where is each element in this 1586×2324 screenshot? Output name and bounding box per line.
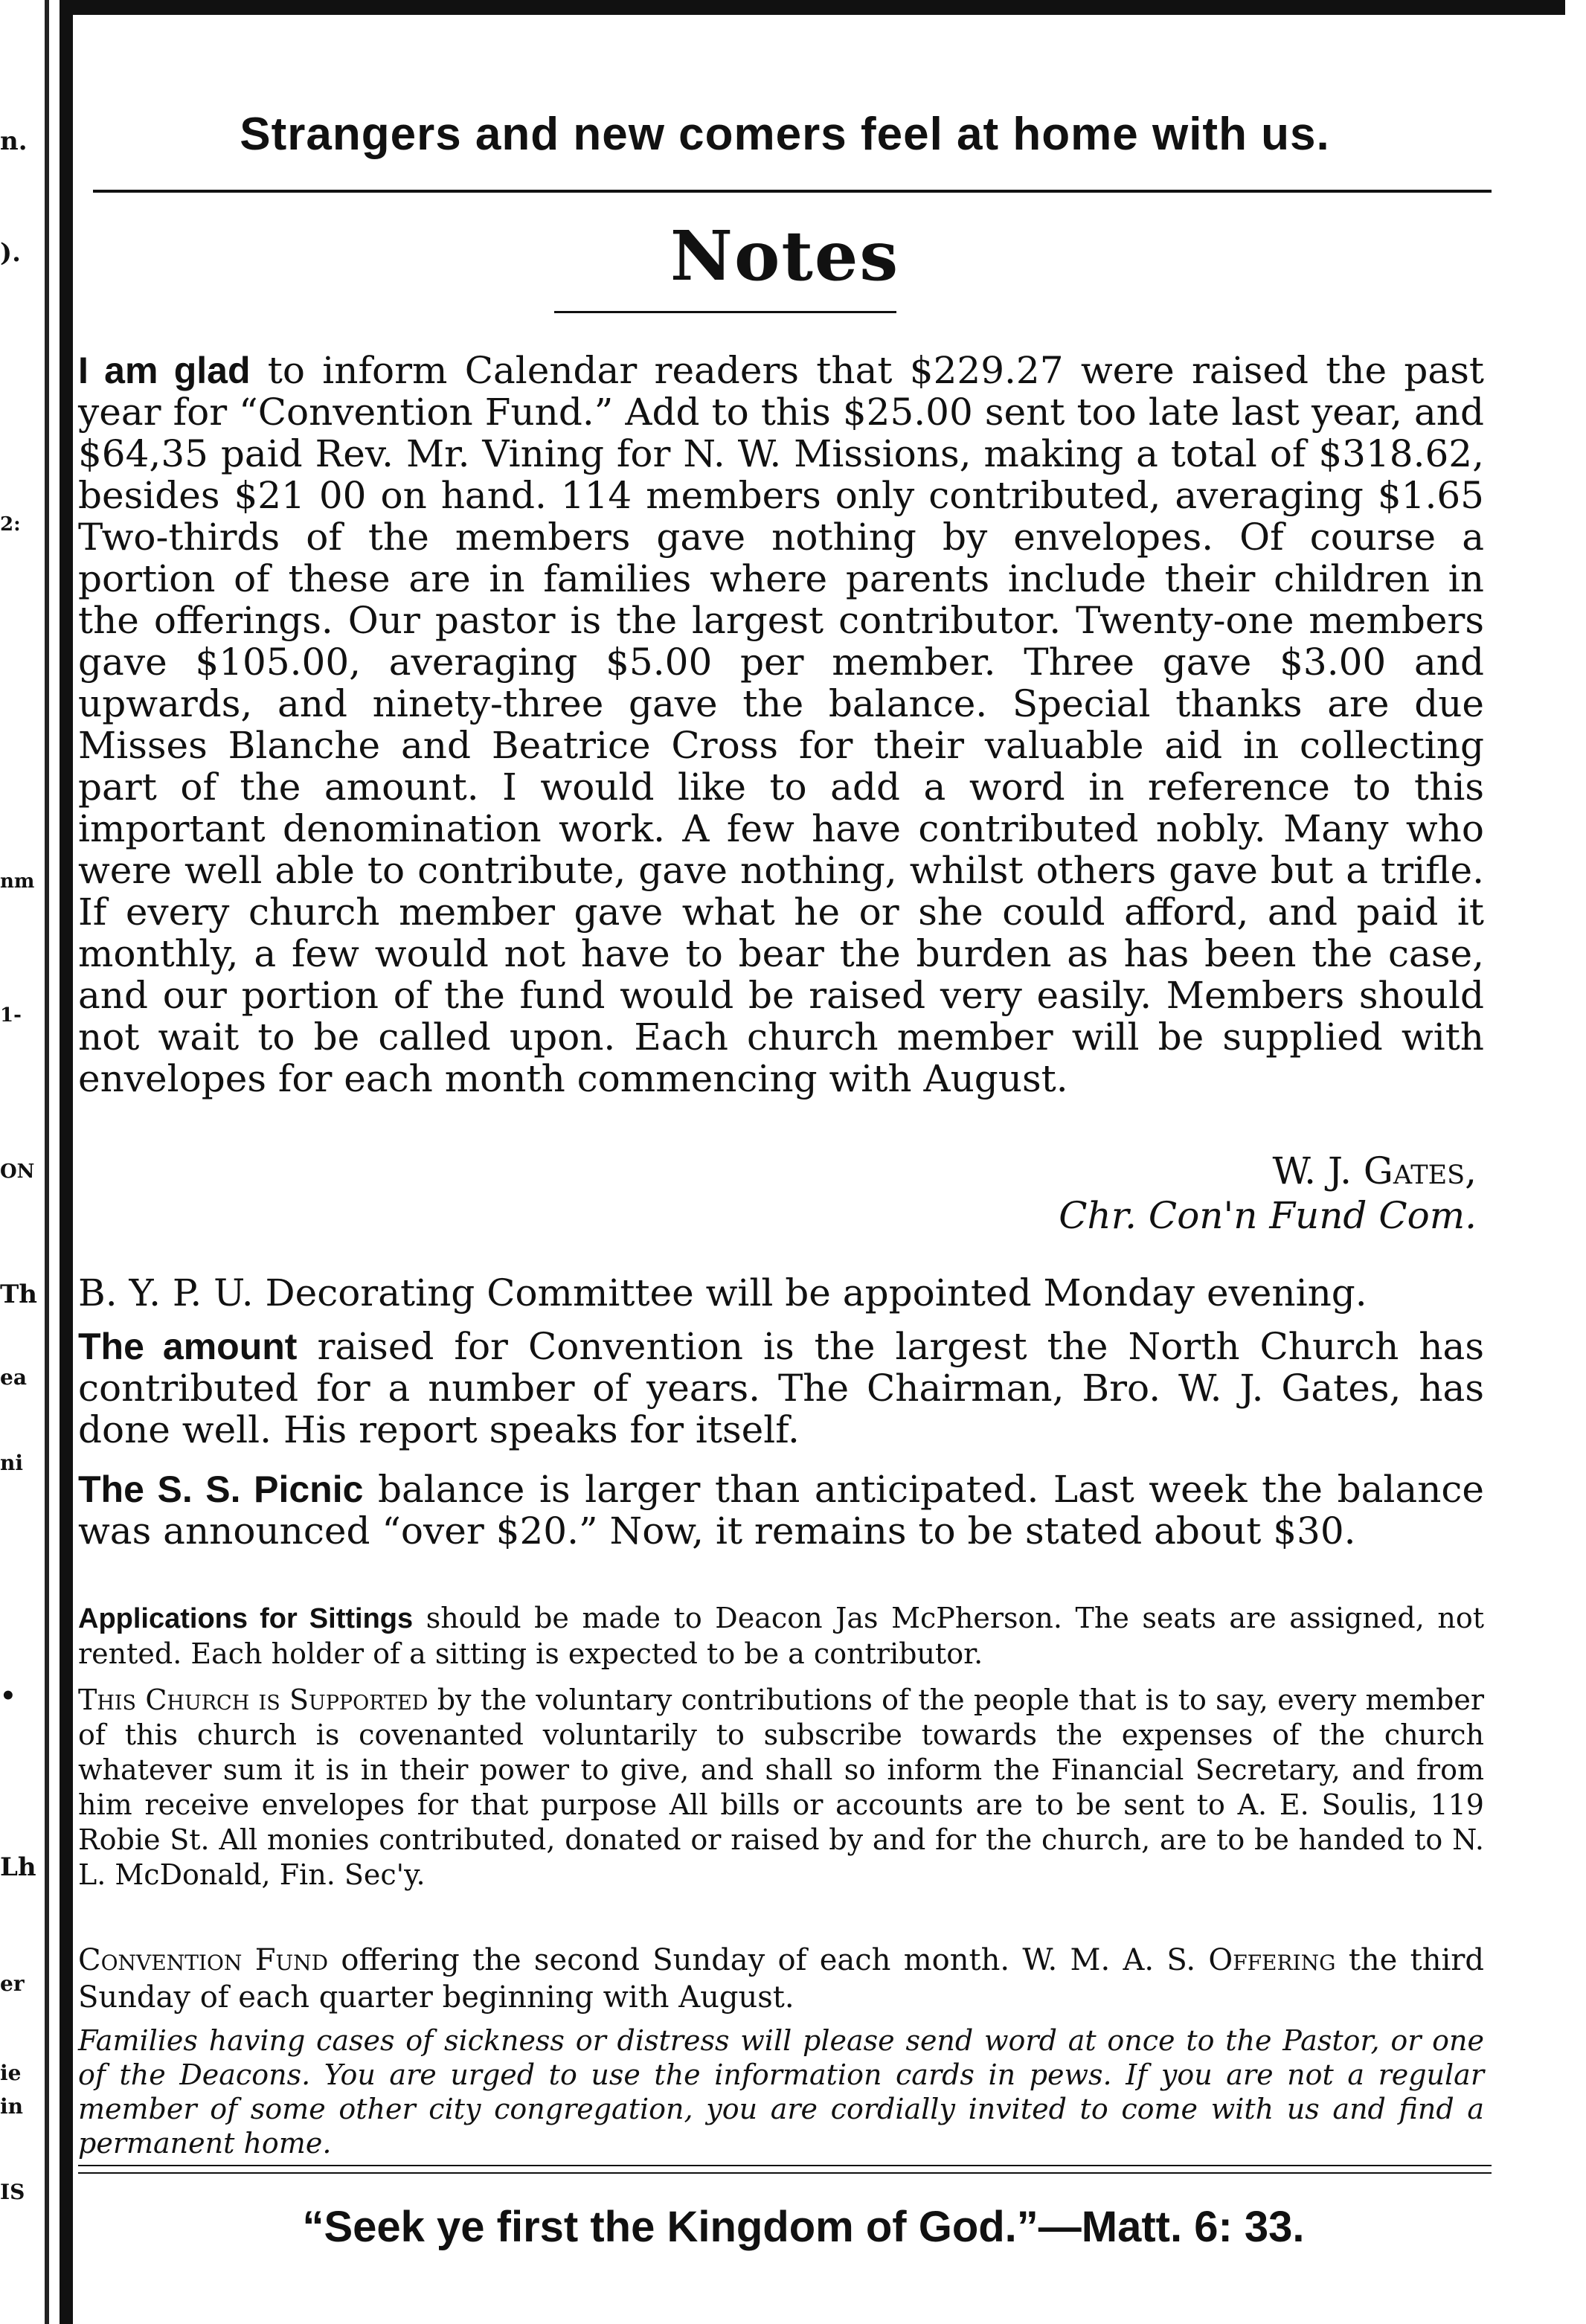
- margin-fragment: ie: [0, 2061, 22, 2085]
- left-border-bar: [60, 0, 73, 2324]
- bypu-note: B. Y. P. U. Decorating Committee will be appointed Monday evening.: [78, 1271, 1367, 1315]
- sittings-note: [78, 1601, 1484, 1672]
- picnic-lead: The S. S. Picnic: [78, 1468, 364, 1510]
- amount-lead: The amount: [78, 1326, 298, 1367]
- picnic-note: [78, 1468, 1484, 1552]
- support-lead: This Church is Supported: [78, 1683, 428, 1716]
- header-tagline: Strangers and new comers feel at home with us.: [240, 109, 1330, 160]
- church-support-note: [78, 1683, 1484, 1893]
- signature-title: Chr. Con'n Fund Com.: [1059, 1194, 1477, 1237]
- signature-name: W. J. Gates,: [1272, 1149, 1477, 1193]
- margin-fragment: ON: [0, 1161, 35, 1183]
- report-body: to inform Calendar readers that $229.27 were raised the past year for “Convention Fund.” Add to this $25.00 sent too late last year, and $64,35 paid Rev. Mr. Vining for N. W. Missions, making a total of $318.62, besides $21 00 on hand. 114 members only contributed, averaging $1.65 Two-thirds of the members gave nothing by envelopes. Of course a portion of these are in families where parents include their children in the offerings. Our pastor is the largest contributor. Twenty-one members gave $105.00, averaging $5.00 per member. Three gave $3.00 and upwards, and ninety-three gave the balance. Special thanks are due Misses Blanche and Beatrice Cross for their valuable aid in collecting part of the amount. I would like to add a word in reference to this important denomination work. A few have contributed nobly. Many who were well able to contribute, gave nothing, whilst others gave but a trifle. If every church member gave what he or she could afford, and paid it monthly, a few would not have to bear the burden as has been the case, and our portion of the fund would be raised very easily. Members should not wait to be called upon. Each church member will be supplied with envelopes for each month commencing with August.: [78, 349, 1484, 1100]
- sittings-body: should be made to Deacon Jas McPherson. The seats are assigned, not rented. Each holder of a sitting is expected to be a contributor.: [78, 1602, 1484, 1670]
- sittings-lead: Applications for Sittings: [78, 1603, 414, 1634]
- margin-fragment: •: [0, 1681, 16, 1711]
- picnic-body: balance is larger than anticipated. Last week the balance was announced “over $20.” Now, it remains to be stated about $30.: [78, 1468, 1485, 1553]
- report-lead: I am glad: [78, 350, 251, 391]
- footer-rule-bottom: [78, 2172, 1492, 2174]
- offering-body-2: the third Sunday of each quarter beginning with August.: [78, 1943, 1484, 2015]
- margin-fragment: IS: [0, 2180, 25, 2204]
- margin-fragment: 2:: [0, 513, 21, 536]
- footer-rule-top: [78, 2165, 1492, 2166]
- header-rule: [93, 190, 1492, 193]
- offering-lead-1: Convention Fund: [78, 1943, 329, 1977]
- convention-amount-note: [78, 1326, 1484, 1451]
- offering-schedule-note: [78, 1942, 1484, 2016]
- notes-title-underline: [554, 311, 896, 313]
- margin-fragment: nm: [0, 870, 35, 893]
- church-notes-page: [78, 22, 1492, 2306]
- convention-fund-report: [78, 350, 1484, 1100]
- margin-fragment: ni: [0, 1451, 23, 1475]
- families-note: Families having cases of sickness or distress will please send word at once to the Pastor, or one of the Deacons. You are urged to use the information cards in pews. If you are not a regular member of some other city congregation, you are cordially invited to come with us and find a permanent home.: [78, 2024, 1484, 2160]
- margin-fragment: ea: [0, 1365, 27, 1390]
- margin-fragment: Th: [0, 1280, 38, 1309]
- left-scan-edge: [45, 0, 49, 2324]
- notes-title: Notes: [670, 216, 900, 296]
- offering-lead-2: Offering: [1208, 1943, 1336, 1977]
- margin-fragment: er: [0, 1971, 25, 1996]
- margin-fragment: ).: [0, 238, 21, 268]
- scripture-quote: “Seek ye first the Kingdom of God.”—Matt. 6: 33.: [302, 2203, 1305, 2251]
- top-border-rule: [62, 0, 1565, 15]
- margin-fragment: Lh: [0, 1852, 36, 1882]
- amount-body: raised for Convention is the largest the North Church has contributed for a number of years. The Chairman, Bro. W. J. Gates, has done well. His report speaks for itself.: [78, 1325, 1484, 1451]
- margin-fragment: 1-: [0, 1004, 22, 1027]
- support-body: by the voluntary contributions of the people that is to say, every member of this church is covenanted voluntarily to subscribe towards the expenses of the church whatever sum it is in their power to give, and shall so inform the Financial Secretary, and from him receive envelopes for that purpose All bills or accounts are to be sent to A. E. Soulis, 119 Robie St. All monies contributed, donated or raised by and for the church, are to be handed to N. L. McDonald, Fin. Sec'y.: [78, 1683, 1484, 1891]
- margin-fragment: in: [0, 2094, 23, 2119]
- offering-body-1: offering the second Sunday of each month. W. M. A. S.: [328, 1943, 1209, 1977]
- margin-fragment: n.: [0, 126, 28, 156]
